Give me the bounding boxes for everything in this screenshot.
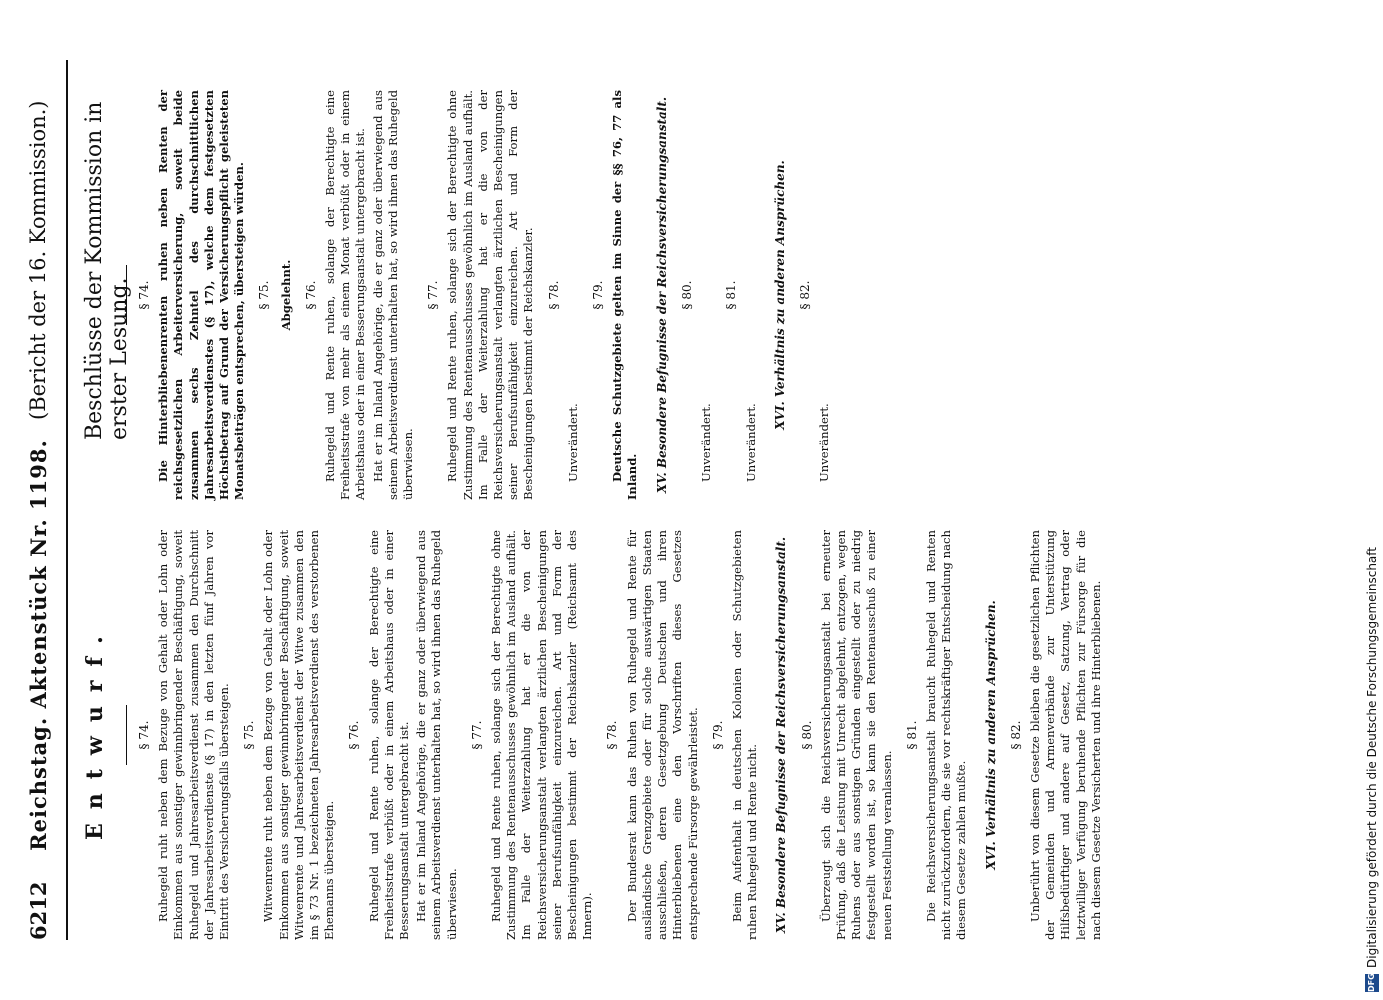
section-text: Ruhegeld und Rente ruhen, solange der Berechtigte eine Freiheitsstrafe verbüßt oder in einem Arbeitshaus oder in einer Besserungsanstalt untergebracht ist. (366, 530, 412, 940)
column-title-left: Entwurf. (82, 622, 108, 840)
section-title: § 81. (724, 280, 739, 310)
section-text: Ruhegeld ruht neben dem Bezuge von Gehalt oder Lohn oder Einkommen aus sonstiger gewinnbringender Beschäftigung, soweit Ruhegeld und Jahresarbeitsverdienst zusammen den Durchschnitt der Jahresarbeitsverdienste (§ 17) in den letzten fünf Jahren vor Eintritt des Versicherungsfalls übersteigen. (156, 530, 232, 940)
section-text: Hat er im Inland Angehörige, die er ganz oder überwiegend aus seinem Arbeitsverdienst unterhalten hat, so wird ihnen das Ruhegeld überwiesen. (370, 90, 416, 500)
section-title: § 74. (137, 720, 151, 750)
page-header (10, 60, 68, 940)
section-title: § 79. (710, 720, 725, 750)
dfg-logo-icon: DFG (1365, 974, 1379, 992)
section-text: Unverändert. (699, 403, 714, 482)
section-title: § 82. (797, 280, 812, 310)
chapter-heading: XV. Besondere Befugnisse der Reichsversicherungsanstalt. (654, 96, 669, 494)
section-text: Überzeugt sich die Reichsversicherungsanstalt bei erneuter Prüfung, daß die Leistung mit Unrecht abgelehnt, entzogen, wegen Ruhens oder aus sonstigen Gründen eingestellt oder zu niedrig festgestellt worden ist, so kann sie den Rentenausschuß zu einer neuen Feststellung veranlassen. (818, 530, 894, 940)
resolutions-column (122, 90, 834, 500)
section-text: Unverändert. (565, 403, 580, 482)
section-title: § 75. (257, 280, 272, 310)
section-text: Unberührt von diesem Gesetze bleiben die gesetzlichen Pflichten der Gemeinden und Armenverbände zur Unterstützung Hilfsbedürftiger und andere auf Gesetz, Satzung, Vertrag oder letztwilliger Verfügung beruhende Pflichten zur Fürsorge für die nach diesem Gesetze Versicherten und ihre Hinterbliebenen. (1027, 530, 1103, 940)
header-title: Reichstag. Aktenstück Nr. 1198. (25, 439, 51, 851)
chapter-heading: XV. Besondere Befugnisse der Reichsversicherungsanstalt. (774, 536, 789, 934)
chapter-heading: XVI. Verhältnis zu anderen Ansprüchen. (772, 160, 787, 430)
section-title: § 82. (1008, 720, 1023, 750)
column-title-right: Beschlüsse der Kommission in erster Lesung. (82, 101, 132, 440)
section-title: § 81. (904, 720, 919, 750)
section-title: § 77. (426, 280, 441, 310)
section-text: Unverändert. (817, 403, 832, 482)
title-rule (126, 265, 127, 325)
section-title: § 78. (605, 720, 620, 750)
section-text: Hat er im Inland Angehörige, die er ganz oder überwiegend aus seinem Arbeitsverdienst unterhalten hat, so wird ihnen das Ruhegeld überwiesen. (414, 530, 459, 940)
section-title: § 78. (546, 280, 561, 310)
section-text: Ruhegeld und Rente ruhen, solange der Berechtigte eine Freiheitsstrafe von mehr als einem Monat verbüßt oder in einem Arbeitshaus oder in einer Besserungsanstalt untergebracht ist. (323, 90, 368, 500)
section-title: § 76. (303, 280, 318, 310)
section-text: Unverändert. (743, 403, 758, 482)
section-text: Ruhegeld und Rente ruhen, solange sich der Berechtigte ohne Zustimmung des Rentenausschusses gewöhnlich im Ausland aufhält. Im Falle der Weiterzahlung hat er die von der Reichsversicherungsanstalt verlangten ärztlichen Bescheinigungen seiner Berufsunfähigkeit einzureichen. Art und Form der Bescheinigungen bestimmt der Reichskanzler (Reichsamt des Innern). (489, 530, 595, 940)
section-text: Die Reichsversicherungsanstalt braucht Ruhegeld und Renten nicht zurückzufordern, die sie vor rechtskräftiger Entscheidung nach diesem Gesetze zahlen mußte. (923, 530, 969, 940)
draft-column (122, 530, 1106, 940)
section-title: § 77. (469, 720, 484, 750)
page-number: 6212 (25, 881, 51, 940)
section-text: Beim Aufenthalt in deutschen Kolonien oder Schutzgebieten ruhen Ruhegeld und Rente nicht. (729, 530, 760, 940)
section-title: § 74. (137, 280, 151, 310)
footer-text: Digitalisierung gefördert durch die Deutsche Forschungsgemeinschaft (1365, 546, 1379, 968)
section-text: Abgelehnt. (278, 259, 293, 331)
section-title: § 76. (347, 720, 362, 750)
digitization-footer (1361, 0, 1383, 1000)
section-text: Witwenrente ruht neben dem Bezuge von Gehalt oder Lohn oder Einkommen aus sonstiger gewinnbringender Beschäftigung, soweit Witwenrente und Jahresarbeitsverdienst der Witwe zusammen den im § 73 Nr. 1 bezeichneten Jahresarbeitsverdienst des verstorbenen Ehemanns übersteigen. (261, 530, 337, 940)
section-title: § 80. (679, 280, 694, 310)
title-rule (126, 705, 127, 765)
section-text: Deutsche Schutzgebiete gelten im Sinne der §§ 76, 77 als Inland. (610, 90, 640, 500)
chapter-heading: XVI. Verhältnis zu anderen Ansprüchen. (983, 600, 998, 870)
section-text: Die Hinterbliebenenrenten ruhen neben Renten der reichsgesetzlichen Arbeiterversicherung, soweit beide zusammen sechs Zehntel des durchschnittlichen Jahresarbeitsverdienstes (§ 17), welche dem festgesetzten Höchstbetrag auf Grund der Versicherungspflicht geleisteten Monatsbeiträgen entsprechen, übersteigen würden. (156, 90, 247, 500)
section-text: Ruhegeld und Rente ruhen, solange sich der Berechtigte ohne Zustimmung des Rentenausschusses gewöhnlich im Ausland aufhält. Im Falle der Weiterzahlung hat er die von der Reichsversicherungsanstalt verlangten ärztlichen Bescheinigungen seiner Berufsunfähigkeit einzureichen. Art und Form der Bescheinigungen bestimmt der Reichskanzler. (445, 90, 536, 500)
section-text: Der Bundesrat kann das Ruhen von Ruhegeld und Rente für ausländische Grenzgebiete oder für solche auswärtigen Staaten ausschließen, deren Gesetzgebung Deutschen und ihren Hinterbliebenen eine den Vorschriften dieses Gesetzes entsprechende Fürsorge gewährleistet. (624, 530, 700, 940)
column-titles (82, 60, 132, 940)
section-title: § 80. (799, 720, 814, 750)
section-title: § 75. (242, 720, 257, 750)
section-title: § 79. (591, 280, 606, 310)
header-subtitle: (Bericht der 16. Kommission.) (26, 100, 50, 420)
